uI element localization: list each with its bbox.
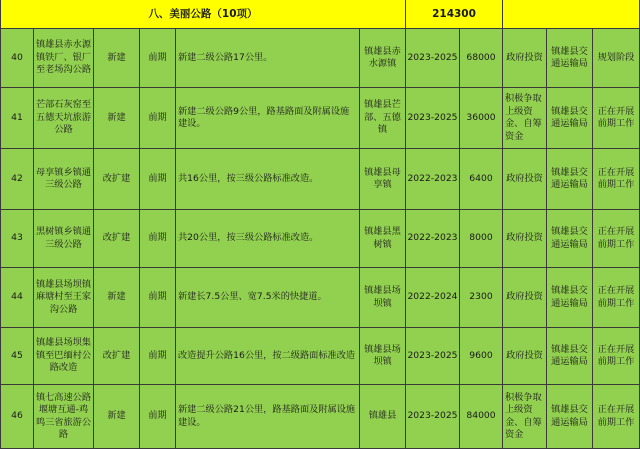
project-name: 镇雄县赤水源镇铁厂、银厂至老场沟公路 bbox=[34, 29, 94, 88]
project-period: 2022-2023 bbox=[406, 149, 460, 210]
project-stage: 前期 bbox=[140, 385, 176, 449]
header-blank-cell bbox=[503, 0, 640, 29]
project-location: 镇雄县芒部、五德镇 bbox=[360, 88, 406, 149]
project-name: 母享镇乡镇通三级公路 bbox=[34, 149, 94, 210]
project-content: 新建二级公路9公里，路基路面及附属设施建设。 bbox=[176, 88, 360, 149]
table-row bbox=[0, 268, 640, 328]
funding-source: 政府投资 bbox=[503, 268, 547, 328]
project-investment: 2300 bbox=[460, 268, 503, 328]
row-number: 44 bbox=[0, 268, 34, 328]
construction-type: 新建 bbox=[94, 29, 140, 88]
project-investment: 36000 bbox=[460, 88, 503, 149]
project-name: 镇雄县场坝集镇至巴缅村公路改造 bbox=[34, 328, 94, 385]
project-stage: 前期 bbox=[140, 29, 176, 88]
section-title: 八、美丽公路（10项） bbox=[0, 0, 406, 29]
project-stage: 前期 bbox=[140, 268, 176, 328]
funding-source: 政府投资 bbox=[503, 149, 547, 210]
project-stage: 前期 bbox=[140, 328, 176, 385]
project-investment: 68000 bbox=[460, 29, 503, 88]
project-investment: 6400 bbox=[460, 149, 503, 210]
project-location: 镇雄县 bbox=[360, 385, 406, 449]
project-content: 新建长7.5公里、宽7.5米的快捷道。 bbox=[176, 268, 360, 328]
project-content: 改造提升公路16公里，按二级路面标准改造 bbox=[176, 328, 360, 385]
project-location: 镇雄县母享镇 bbox=[360, 149, 406, 210]
project-name: 黑树镇乡镇通三级公路 bbox=[34, 210, 94, 268]
project-period: 2023-2025 bbox=[406, 328, 460, 385]
project-content: 共16公里，按三级公路标准改造。 bbox=[176, 149, 360, 210]
responsible-unit: 镇雄县交通运输局 bbox=[547, 88, 593, 149]
progress-status: 规划阶段 bbox=[593, 29, 640, 88]
construction-type: 改扩建 bbox=[94, 328, 140, 385]
funding-source: 积极争取上级资金、自筹资金 bbox=[503, 88, 547, 149]
responsible-unit: 镇雄县交通运输局 bbox=[547, 210, 593, 268]
responsible-unit: 镇雄县交通运输局 bbox=[547, 328, 593, 385]
project-investment: 9600 bbox=[460, 328, 503, 385]
project-period: 2022-2024 bbox=[406, 268, 460, 328]
project-period: 2022-2023 bbox=[406, 210, 460, 268]
project-period: 2023-2025 bbox=[406, 385, 460, 449]
progress-status: 正在开展前期工作 bbox=[593, 268, 640, 328]
table-row bbox=[0, 385, 640, 449]
table-row bbox=[0, 149, 640, 210]
funding-source: 政府投资 bbox=[503, 29, 547, 88]
responsible-unit: 镇雄县交通运输局 bbox=[547, 149, 593, 210]
project-stage: 前期 bbox=[140, 149, 176, 210]
section-header-row bbox=[0, 0, 640, 29]
funding-source: 积极争取上级资金、自筹资金 bbox=[503, 385, 547, 449]
row-number: 40 bbox=[0, 29, 34, 88]
progress-status: 正在开展前期工作 bbox=[593, 385, 640, 449]
project-investment: 8000 bbox=[460, 210, 503, 268]
project-location: 镇雄县场坝镇 bbox=[360, 268, 406, 328]
project-investment: 84000 bbox=[460, 385, 503, 449]
project-content: 新建二级公路17公里。 bbox=[176, 29, 360, 88]
project-period: 2023-2025 bbox=[406, 88, 460, 149]
funding-source: 政府投资 bbox=[503, 210, 547, 268]
project-location: 镇雄县赤水源镇 bbox=[360, 29, 406, 88]
construction-type: 改扩建 bbox=[94, 210, 140, 268]
project-name: 芒部石灰窑至五德天坑旅游公路 bbox=[34, 88, 94, 149]
row-number: 46 bbox=[0, 385, 34, 449]
responsible-unit: 镇雄县交通运输局 bbox=[547, 268, 593, 328]
construction-type: 新建 bbox=[94, 385, 140, 449]
table-row bbox=[0, 328, 640, 385]
row-number: 42 bbox=[0, 149, 34, 210]
table-row bbox=[0, 29, 640, 88]
row-number: 45 bbox=[0, 328, 34, 385]
project-stage: 前期 bbox=[140, 88, 176, 149]
construction-type: 改扩建 bbox=[94, 149, 140, 210]
funding-source: 政府投资 bbox=[503, 328, 547, 385]
progress-status: 正在开展前期工作 bbox=[593, 149, 640, 210]
project-location: 镇雄县场坝镇 bbox=[360, 328, 406, 385]
responsible-unit: 镇雄县交通运输局 bbox=[547, 385, 593, 449]
row-number: 41 bbox=[0, 88, 34, 149]
construction-type: 新建 bbox=[94, 88, 140, 149]
project-content: 共20公里，按三级公路标准改造。 bbox=[176, 210, 360, 268]
progress-status: 正在开展前期工作 bbox=[593, 328, 640, 385]
project-period: 2023-2025 bbox=[406, 29, 460, 88]
project-name: 镇雄县场坝镇麻塘村至王家沟公路 bbox=[34, 268, 94, 328]
progress-status: 正在开展前期工作 bbox=[593, 88, 640, 149]
project-name: 镇七高速公路堰塘互通-鸡鸣三省旅游公路 bbox=[34, 385, 94, 449]
project-stage: 前期 bbox=[140, 210, 176, 268]
responsible-unit: 镇雄县交通运输局 bbox=[547, 29, 593, 88]
table-row bbox=[0, 210, 640, 268]
project-content: 新建二级公路21公里，路基路面及附属设施建设。 bbox=[176, 385, 360, 449]
section-total-investment: 214300 bbox=[406, 0, 503, 29]
project-location: 镇雄县黑树镇 bbox=[360, 210, 406, 268]
progress-status: 正在开展前期工作 bbox=[593, 210, 640, 268]
row-number: 43 bbox=[0, 210, 34, 268]
table-row bbox=[0, 88, 640, 149]
construction-type: 新建 bbox=[94, 268, 140, 328]
